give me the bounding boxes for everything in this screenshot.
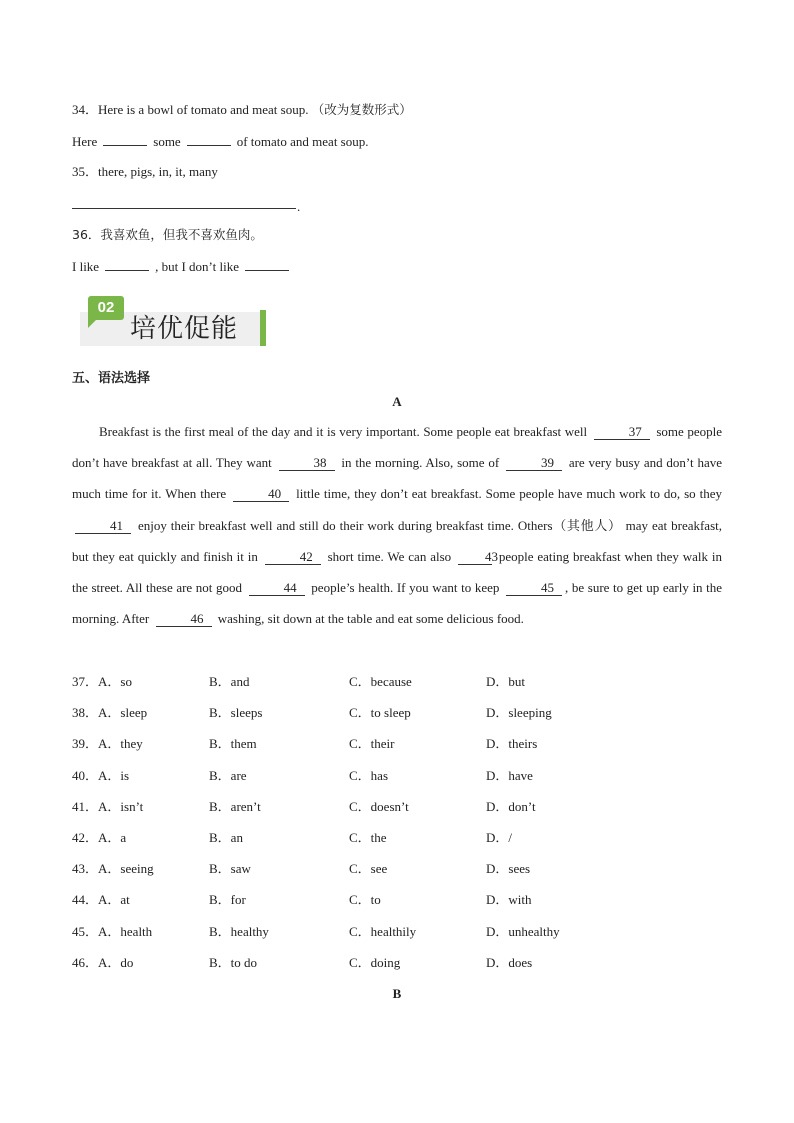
option-d[interactable]: D．but xyxy=(486,674,526,689)
option-d[interactable]: D．don’t xyxy=(486,799,536,814)
option-number: 43． xyxy=(72,861,99,876)
question-34-text: 34．Here is a bowl of tomato and meat soup. xyxy=(72,102,309,117)
option-b[interactable]: B．healthy xyxy=(209,924,269,939)
answer-blank-long[interactable] xyxy=(72,208,296,209)
passage-sentence: some people don’t have breakfast at all. They want xyxy=(72,424,723,471)
option-d[interactable]: D．with xyxy=(486,892,532,907)
question-36-text: 36．我喜欢鱼，但我不喜欢鱼肉。 xyxy=(72,227,263,242)
option-number: 44． xyxy=(72,892,99,907)
option-c[interactable]: C．has xyxy=(349,768,389,783)
option-a[interactable]: A．at xyxy=(98,892,130,907)
option-c[interactable]: C．the xyxy=(349,830,387,845)
blank-42[interactable]: 42 xyxy=(265,550,321,565)
option-b[interactable]: B．them xyxy=(209,736,257,751)
answer-end-punct: . xyxy=(297,199,301,214)
answer-text: some xyxy=(153,134,181,149)
option-d[interactable]: D．/ xyxy=(486,830,513,845)
section-title: 五、语法选择 xyxy=(72,371,151,386)
option-number: 37． xyxy=(72,674,99,689)
option-d[interactable]: D．have xyxy=(486,768,533,783)
options-row xyxy=(72,799,712,815)
options-row xyxy=(72,736,712,752)
option-b[interactable]: B．to do xyxy=(209,955,258,970)
option-c[interactable]: C．to sleep xyxy=(349,705,411,720)
option-a[interactable]: A．sleep xyxy=(98,705,148,720)
option-b[interactable]: B．and xyxy=(209,674,250,689)
option-a[interactable]: A．health xyxy=(98,924,153,939)
option-number: 40． xyxy=(72,768,99,783)
answer-text: Here xyxy=(72,134,98,149)
answer-blank[interactable] xyxy=(245,258,289,271)
blank-43[interactable]: 43 xyxy=(458,550,492,565)
options-row xyxy=(72,705,712,721)
blank-41[interactable]: 41 xyxy=(75,519,131,534)
option-b[interactable]: B．saw xyxy=(209,861,251,876)
option-a[interactable]: A．is xyxy=(98,768,130,783)
options-row xyxy=(72,892,712,908)
answer-blank[interactable] xyxy=(103,133,147,146)
option-d[interactable]: D．sleeping xyxy=(486,705,552,720)
option-a[interactable]: A．they xyxy=(98,736,143,751)
passage-sentence: in the morning. Also, some of xyxy=(341,455,500,471)
passage-sentence: , be sure to get up early in the morning. After xyxy=(72,580,723,627)
options-row xyxy=(72,955,712,971)
blank-46[interactable]: 46 xyxy=(156,612,212,627)
option-number: 45． xyxy=(72,924,99,939)
option-b[interactable]: B．are xyxy=(209,768,247,783)
passage-a-label: A xyxy=(392,394,402,409)
option-c[interactable]: C．see xyxy=(349,861,388,876)
options-row xyxy=(72,768,712,784)
option-a[interactable]: A．a xyxy=(98,830,127,845)
answer-text: , but I don’t like xyxy=(155,259,239,274)
banner-badge: 02 xyxy=(88,296,124,320)
question-34-instruction: （改为复数形式） xyxy=(311,102,412,117)
blank-44[interactable]: 44 xyxy=(249,581,305,596)
passage-sentence: enjoy their breakfast well and still do their work during breakfast time. Others（其他人） may eat breakfast, but they eat quickly and finish it in xyxy=(72,517,722,564)
option-c[interactable]: C．healthily xyxy=(349,924,417,939)
answer-text: I like xyxy=(72,259,100,274)
answer-blank[interactable] xyxy=(105,258,149,271)
option-d[interactable]: D．unhealthy xyxy=(486,924,560,939)
option-d[interactable]: D．does xyxy=(486,955,533,970)
blank-38[interactable]: 38 xyxy=(279,456,335,471)
question-35-text: 35．there, pigs, in, it, many xyxy=(72,164,218,179)
blank-45[interactable]: 45 xyxy=(506,581,562,596)
option-c[interactable]: C．to xyxy=(349,892,381,907)
blank-40[interactable]: 40 xyxy=(233,487,289,502)
passage-sentence: people eating breakfast when they walk in the street. All these are not good xyxy=(72,548,722,596)
question-34 xyxy=(72,102,412,118)
question-36 xyxy=(72,227,263,243)
options-row xyxy=(72,924,712,940)
passage-sentence: short time. We can also xyxy=(327,548,452,564)
option-number: 38． xyxy=(72,705,99,720)
passage-sentence: people’s health. If you want to keep xyxy=(311,580,500,596)
option-d[interactable]: D．sees xyxy=(486,861,531,876)
option-a[interactable]: A．do xyxy=(98,955,134,970)
question-36-answer-line xyxy=(72,258,295,275)
passage-sentence: are very busy and don’t have much time for it. When there xyxy=(72,455,723,502)
option-a[interactable]: A．seeing xyxy=(98,861,154,876)
banner-accent-bar xyxy=(260,310,266,346)
option-b[interactable]: B．aren’t xyxy=(209,799,261,814)
blank-37[interactable]: 37 xyxy=(594,425,650,440)
option-c[interactable]: C．doing xyxy=(349,955,401,970)
passage-sentence: Breakfast is the first meal of the day and it is very important. Some people eat breakfast well xyxy=(99,424,588,439)
option-d[interactable]: D．theirs xyxy=(486,736,538,751)
passage-sentence: little time, they don’t eat breakfast. Some people have much work to do, so they xyxy=(296,486,723,502)
section-banner xyxy=(80,296,266,348)
option-number: 41． xyxy=(72,799,99,814)
passage-sentence: washing, sit down at the table and eat some delicious food. xyxy=(217,611,524,627)
option-number: 46． xyxy=(72,955,99,970)
banner-title: 培优促能 xyxy=(130,314,239,344)
answer-text: of tomato and meat soup. xyxy=(236,134,369,149)
passage-b-label: B xyxy=(392,986,402,1001)
blank-39[interactable]: 39 xyxy=(506,456,562,471)
question-34-answer-line xyxy=(72,133,369,150)
banner-badge-tail xyxy=(88,320,96,328)
option-b[interactable]: B．sleeps xyxy=(209,705,263,720)
option-a[interactable]: A．so xyxy=(98,674,132,689)
option-number: 42． xyxy=(72,830,99,845)
passage-a-text xyxy=(72,416,722,634)
option-a[interactable]: A．isn’t xyxy=(98,799,144,814)
answer-blank[interactable] xyxy=(187,133,231,146)
option-c[interactable]: C．their xyxy=(349,736,395,751)
option-c[interactable]: C．because xyxy=(349,674,412,689)
options-row xyxy=(72,674,712,690)
options-row xyxy=(72,861,712,877)
question-35 xyxy=(72,164,218,180)
option-number: 39． xyxy=(72,736,99,751)
option-c[interactable]: C．doesn’t xyxy=(349,799,409,814)
option-b[interactable]: B．for xyxy=(209,892,246,907)
options-row xyxy=(72,830,712,846)
option-b[interactable]: B．an xyxy=(209,830,243,845)
